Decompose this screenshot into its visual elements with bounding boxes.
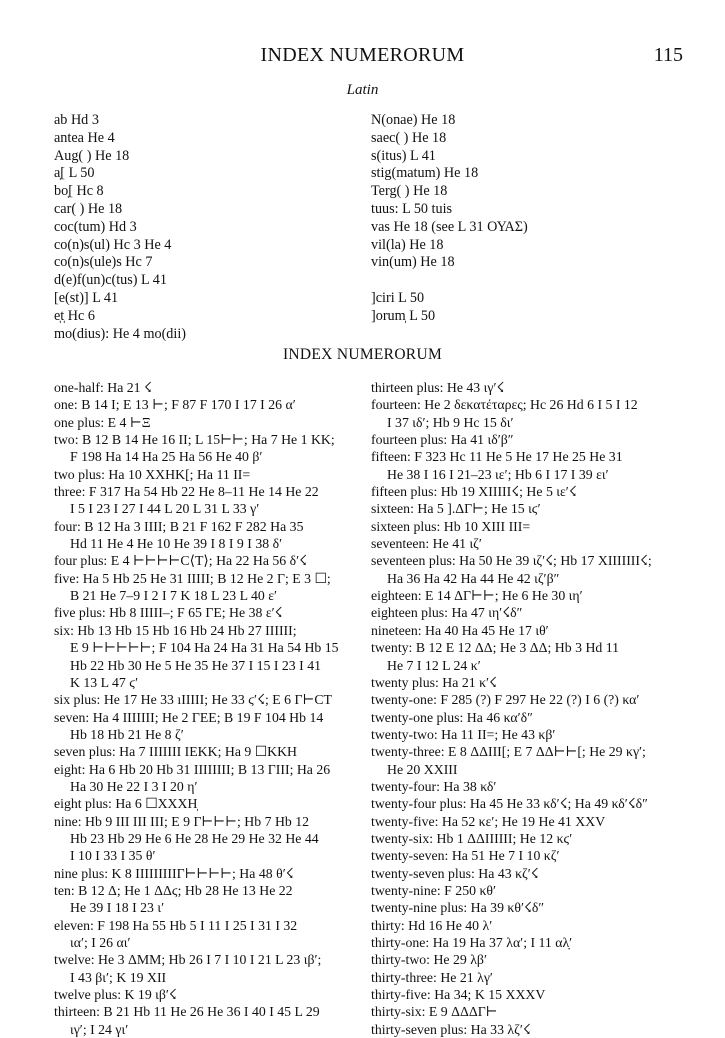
- numerorum-index-left-column: [54, 379, 366, 1038]
- page-header: [0, 44, 725, 72]
- index-entry-continuation: He 38 I 16 I 21–23 ιε′; Hb 6 I 17 I 39 ει′: [387, 466, 609, 482]
- index-entry: four: B 12 Ha 3 IIII; B 21 F 162 F 282 Ha 35: [54, 518, 304, 534]
- index-entry: twenty-nine: F 250 κθ′: [371, 882, 497, 898]
- latin-index-left-column: [54, 112, 354, 343]
- index-entry-continuation: He 20 XXIII: [387, 761, 458, 777]
- index-entry: car( ) He 18: [54, 200, 123, 217]
- index-entry: eleven: F 198 Ha 55 Hb 5 I 11 I 25 I 31 I 32: [54, 917, 298, 933]
- index-entry: five plus: Hb 8 IIIII–; F 65 ΓE; He 38 ε′☇: [54, 605, 283, 621]
- index-entry: nine plus: K 8 IIIIIIIIIΓ⊢⊢⊢⊢; Ha 48 θ′☇: [54, 865, 294, 881]
- index-entry: thirty-five: Ha 34; K 15 XXXV: [371, 987, 546, 1003]
- index-entry: seven: Ha 4 IIIIIII; He 2 ΓEE; B 19 F 104 Hb 14: [54, 709, 324, 725]
- index-entry: six: Hb 13 Hb 15 Hb 16 Hb 24 Hb 27 IIIIII;: [54, 622, 297, 638]
- latin-section-heading: Latin: [346, 82, 379, 98]
- index-entry: six plus: He 17 He 33 ıIIIII; He 33 ϛ′☇; E 6 Γ⊢CT: [54, 692, 332, 708]
- index-entry: thirty: Hd 16 He 40 λ′: [371, 917, 493, 933]
- index-entry: thirty-two: He 29 λβ′: [371, 952, 487, 968]
- index-entry: coc(tum) Hd 3: [54, 218, 137, 235]
- index-entry-continuation: I 43 βι′; K 19 XII: [70, 969, 167, 985]
- numerorum-index-right-column: [371, 379, 701, 1038]
- numerorum-section-heading: INDEX NUMERORUM: [282, 346, 443, 363]
- latin-index-right-column: [371, 112, 691, 326]
- index-entry: ten: B 12 Δ; He 1 ΔΔϛ; Hb 28 He 13 He 22: [54, 882, 293, 898]
- index-entry: twenty-seven plus: Ha 43 κζ′☇: [371, 865, 539, 881]
- index-entry: twenty-five: Ha 52 κε′; He 19 He 41 XXV: [371, 813, 606, 829]
- index-entry-continuation: I 37 ιδ′; Hb 9 Hc 15 δι′: [387, 414, 514, 430]
- index-entry-continuation: F 198 Ha 14 Ha 25 Ha 56 He 40 β′: [70, 449, 263, 465]
- index-entry: thirteen plus: He 43 ιγ′☇: [371, 380, 505, 395]
- index-entry: twenty-three: E 8 ΔΔIII[; E 7 ΔΔ⊢⊢[; He 29 κγ′;: [371, 744, 646, 760]
- index-entry: eighteen: E 14 ΔΓ⊢⊢; He 6 He 30 ιη′: [371, 588, 583, 604]
- index-entry: thirteen: B 21 Hb 11 He 26 He 36 I 40 I 45 L 29: [54, 1004, 320, 1020]
- running-title: INDEX NUMERORUM: [260, 44, 465, 66]
- index-entry: vas He 18 (see L 31 ΟΥΑΣ): [371, 218, 528, 235]
- index-entry: N(onae) He 18: [371, 112, 456, 128]
- index-entry: thirty-six: E 9 ΔΔΔΓ⊢: [371, 1004, 498, 1020]
- index-entry-continuation: Ha 30 He 22 I 3 I 20 η′: [70, 778, 198, 794]
- index-entry: antea He 4: [54, 129, 115, 146]
- index-entry: e̩t̩ Hc 6: [54, 307, 95, 324]
- index-entry: one plus: E 4 ⊢Ξ: [54, 414, 151, 430]
- index-entry: co(n)s(ul) Hc 3 He 4: [54, 236, 172, 253]
- index-entry-continuation: Hd 11 He 4 He 10 He 39 I 8 I 9 I 38 δ′: [70, 536, 283, 552]
- index-entry-continuation: Hb 23 Hb 29 He 6 He 28 He 29 He 32 He 44: [70, 830, 319, 846]
- index-entry-continuation: Hb 22 Hb 30 He 5 He 35 He 37 I 15 I 23 I 41: [70, 657, 321, 673]
- index-entry-continuation: Ha 36 Ha 42 Ha 44 He 42 ιζ′β″: [387, 570, 560, 586]
- index-entry: ab Hd 3: [54, 112, 99, 128]
- index-entry: twenty-four: Ha 38 κδ′: [371, 778, 497, 794]
- index-entry: twenty-nine plus: Ha 39 κθ′☇δ″: [371, 900, 545, 916]
- index-entry-continuation: ια′; I 26 αι′: [70, 935, 131, 950]
- index-entry: eight: Ha 6 Hb 20 Hb 31 IIIIIIII; B 13 ΓIII; Ha 26: [54, 761, 331, 777]
- index-entry-continuation: K 13 L 47 ϛ′: [70, 674, 139, 690]
- index-entry: twenty-six: Hb 1 ΔΔIIIIII; He 12 κϛ′: [371, 830, 573, 846]
- index-entry: two plus: Ha 10 XXHK[; Ha 11 II=: [54, 466, 251, 482]
- index-entry-continuation: Hb 18 Hb 21 He 8 ζ′: [70, 726, 184, 742]
- index-entry: twenty-one plus: Ha 46 κα′δ″: [371, 709, 533, 725]
- index-entry-continuation: E 9 ⊢⊢⊢⊢⊢; F 104 Ha 24 Ha 31 Ha 54 Hb 15: [70, 640, 339, 656]
- page-number: 115: [653, 44, 683, 66]
- index-entry: thirty-three: He 21 λγ′: [371, 969, 493, 985]
- index-entry: mo(dius): He 4 mo(dii): [54, 325, 187, 342]
- index-entry: two: B 12 B 14 He 16 II; L 15⊢⊢; Ha 7 He 1 KK;: [54, 432, 335, 448]
- index-entry: sixteen: Ha 5 ].ΔΓ⊢; He 15 ιϛ′: [371, 501, 541, 517]
- index-entry: seventeen plus: Ha 50 He 39 ιζ′☇; Hb 17 XIIIIIII☇;: [371, 553, 652, 569]
- index-entry: twenty-two: Ha 11 II=; He 43 κβ′: [371, 726, 556, 742]
- index-entry: ]orum̩ L 50: [371, 307, 436, 324]
- index-entry: twenty-four plus: Ha 45 He 33 κδ′☇; Ha 49 κδ′☇δ″: [371, 796, 648, 812]
- index-entry: seven plus: Ha 7 IIIIIII IEKK; Ha 9 ☐KKH: [54, 744, 298, 760]
- index-entry: fifteen plus: Hb 19 XIIIII☇; He 5 ιε′☇: [371, 484, 577, 500]
- index-entry: eight plus: Ha 6 ☐XXXH̩: [54, 796, 198, 812]
- index-entry: saec( ) He 18: [371, 129, 447, 146]
- index-entry-continuation: I 5 I 23 I 27 I 44 L 20 L 31 L 33 γ′: [70, 501, 260, 517]
- index-entry: stig(matum) He 18: [371, 165, 479, 182]
- index-entry: twenty-seven: Ha 51 He 7 I 10 κζ′: [371, 848, 560, 864]
- index-entry: five: Ha 5 Hb 25 He 31 IIIII; B 12 He 2 Γ; E 3 ☐;: [54, 570, 331, 586]
- index-entry: s(itus) L 41: [371, 147, 436, 164]
- index-entry-continuation: ιγ′; I 24 γι′: [70, 1021, 129, 1037]
- blank-line: [371, 272, 691, 290]
- index-entry-continuation: He 39 I 18 I 23 ι′: [70, 900, 165, 916]
- index-entry: vin(um) He 18: [371, 254, 455, 271]
- index-entry: Terg( ) He 18: [371, 183, 448, 200]
- index-entry-continuation: B 21 He 7–9 I 2 I 7 K 18 L 23 L 40 ε′: [70, 588, 278, 604]
- index-entry: Aug( ) He 18: [54, 147, 130, 164]
- index-entry: twenty: B 12 E 12 ΔΔ; He 3 ΔΔ; Hb 3 Hd 11: [371, 640, 620, 656]
- index-entry: four plus: E 4 ⊢⊢⊢⊢C⟨T⟩; Ha 22 Ha 56 δ′☇: [54, 553, 308, 569]
- index-entry: vil(la) He 18: [371, 236, 444, 253]
- index-entry-continuation: He 7 I 12 L 24 κ′: [387, 657, 481, 673]
- index-entry: a̩[ L 50: [54, 165, 95, 182]
- index-entry: three: F 317 Ha 54 Hb 22 He 8–11 He 14 He 22: [54, 484, 319, 500]
- index-entry: bo̩[ Hc 8: [54, 183, 104, 200]
- index-entry: twelve: He 3 ΔMM; Hb 26 I 7 I 10 I 21 L 23 ιβ′;: [54, 952, 322, 968]
- index-entry: tuus: L 50 tuis: [371, 200, 453, 217]
- index-entry: eighteen plus: Ha 47 ιη′☇δ″: [371, 605, 523, 621]
- index-entry: twenty plus: Ha 21 κ′☇: [371, 674, 497, 690]
- index-entry: [e(st)] L 41: [54, 289, 119, 306]
- index-entry: ]ciri L 50: [371, 289, 425, 306]
- index-entry: thirty-seven plus: Ha 33 λζ′☇: [371, 1021, 531, 1037]
- index-entry: one-half: Ha 21 ☇: [54, 380, 152, 395]
- index-entry: one: B 14 I; E 13 ⊢; F 87 F 170 I 17 I 26 α′: [54, 397, 296, 413]
- index-entry: co(n)s(ule)s Hc 7: [54, 254, 153, 271]
- index-entry: nineteen: Ha 40 Ha 45 He 17 ιθ′: [371, 622, 549, 638]
- index-entry: fourteen plus: Ha 41 ιδ′β″: [371, 432, 514, 448]
- index-entry: d(e)f(un)c(tus) L 41: [54, 272, 167, 289]
- index-entry: nine: Hb 9 III III III; E 9 Γ⊢⊢⊢; Hb 7 Hb 12: [54, 813, 310, 829]
- index-entry: sixteen plus: Hb 10 XIII III=: [371, 518, 531, 534]
- index-entry: seventeen: He 41 ιζ′: [371, 536, 482, 552]
- index-entry: fifteen: F 323 Hc 11 He 5 He 17 He 25 He 31: [371, 449, 623, 465]
- index-entry: twelve plus: K 19 ιβ′☇: [54, 987, 177, 1003]
- index-entry: fourteen: He 2 δεκατέταρες; Hc 26 Hd 6 I 5 I 12: [371, 397, 638, 413]
- index-entry: thirty-one: Ha 19 Ha 37 λα′; I 11 αλ̣′: [371, 935, 573, 950]
- index-entry: twenty-one: F 285 (?) F 297 He 22 (?) I 6 (?) κα′: [371, 692, 640, 708]
- index-entry-continuation: I 10 I 33 I 35 θ′: [70, 848, 156, 864]
